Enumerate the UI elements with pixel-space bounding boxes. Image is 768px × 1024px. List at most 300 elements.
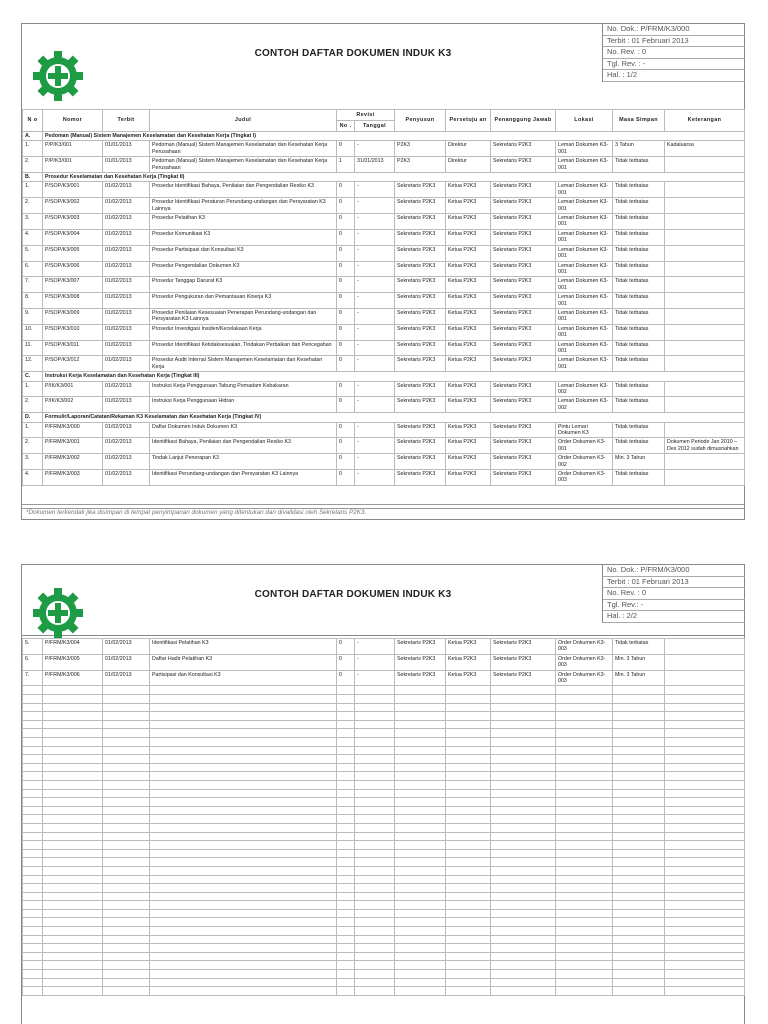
cell-lokasi: Lemari Dokumen K3-002 [556,397,613,413]
empty-cell [665,832,745,841]
cell-persetujuan: Ketua P2K3 [446,454,491,470]
empty-cell [665,901,745,910]
empty-cell [103,892,150,901]
empty-cell [43,952,103,961]
empty-cell [150,772,337,781]
empty-cell [103,815,150,824]
cell-nomor: P/FRM/K3/002 [43,454,103,470]
empty-cell [491,763,556,772]
empty-cell [150,952,337,961]
table-row [23,245,745,261]
cell-tanggal: - [355,438,395,454]
empty-cell [23,901,43,910]
cell-nomor: P/FRM/K3/005 [43,654,103,670]
empty-cell [556,763,613,772]
empty-row [23,884,745,893]
empty-cell [337,806,355,815]
cell-nomor: P/P/K3/001 [43,157,103,173]
cell-penyusun: Sekretaris P2K3 [395,245,446,261]
empty-row [23,798,745,807]
empty-cell [23,789,43,798]
empty-cell [355,832,395,841]
document-title: CONTOH DAFTAR DOKUMEN INDUK K3 [254,48,452,59]
empty-cell [337,729,355,738]
empty-row [23,695,745,704]
empty-cell [103,978,150,987]
col-header-revisi: Revisi [337,110,395,121]
cell-persetujuan: Ketua P2K3 [446,229,491,245]
cell-rev-no: 0 [337,356,355,372]
section-letter: B. [23,173,43,182]
cell-judul: Partisipasi dan Konsultasi K3 [150,670,337,686]
cell-masa-simpan: Tidak terbatas [613,198,665,214]
empty-cell [150,875,337,884]
empty-row [23,901,745,910]
empty-cell [395,987,446,996]
empty-cell [23,978,43,987]
cell-lokasi: Lemari Dokumen K3-001 [556,293,613,309]
empty-cell [355,987,395,996]
empty-cell [103,798,150,807]
cell-lokasi: Lemari Dokumen K3-001 [556,324,613,340]
col-header-terbit: Terbit [103,110,150,132]
empty-cell [556,789,613,798]
cell-tanggal: - [355,293,395,309]
empty-cell [491,720,556,729]
empty-cell [43,780,103,789]
empty-cell [556,695,613,704]
empty-cell [613,720,665,729]
cell-tanggal: - [355,654,395,670]
section-title: Prosedur Keselamatan dan Kesehatan Kerja (Tingkat II) [43,173,745,182]
empty-cell [446,712,491,721]
empty-cell [665,987,745,996]
cell-terbit: 01/02/2013 [103,639,150,655]
empty-cell [491,858,556,867]
cell-no: 1. [23,141,43,157]
cell-judul: Prosedur Penilaian Kesesuaian Penerapan Perundang-undangan dan Persyaratan K3 Lainnya [150,308,337,324]
cell-rev-no: 1 [337,157,355,173]
empty-cell [491,772,556,781]
empty-cell [23,918,43,927]
empty-cell [43,978,103,987]
section-row [23,173,745,182]
empty-cell [103,987,150,996]
page-header [22,565,744,636]
col-header-nomor: Nomor [43,110,103,132]
cell-lokasi: Lemari Dokumen K3-001 [556,214,613,230]
empty-cell [446,944,491,953]
empty-cell [43,712,103,721]
cell-judul: Prosedur Audit Internal Sistem Manajemen Keselamatan dan Kesehatan Kerja [150,356,337,372]
cell-keterangan [665,157,745,173]
empty-cell [23,987,43,996]
empty-cell [150,720,337,729]
cell-masa-simpan: Min. 3 Tahun [613,454,665,470]
cell-keterangan [665,670,745,686]
empty-cell [150,823,337,832]
empty-cell [446,823,491,832]
empty-cell [337,772,355,781]
cell-masa-simpan: Min. 3 Tahun [613,670,665,686]
cell-masa-simpan: Tidak terbatas [613,397,665,413]
empty-cell [395,875,446,884]
empty-cell [613,918,665,927]
cell-penyusun: Sekretaris P2K3 [395,356,446,372]
cell-nomor: P/SOP/K3/009 [43,308,103,324]
cell-rev-no: 0 [337,198,355,214]
cell-no: 2. [23,198,43,214]
table-row [23,141,745,157]
empty-cell [337,978,355,987]
empty-cell [23,832,43,841]
cell-persetujuan: Ketua P2K3 [446,261,491,277]
empty-cell [556,738,613,747]
empty-cell [556,875,613,884]
cell-penyusun: Sekretaris P2K3 [395,198,446,214]
empty-cell [446,866,491,875]
table-row [23,308,745,324]
table-row [23,454,745,470]
empty-cell [665,970,745,979]
empty-cell [43,763,103,772]
cell-rev-no: 0 [337,381,355,397]
empty-cell [395,763,446,772]
cell-tanggal: - [355,277,395,293]
empty-cell [556,772,613,781]
table-row [23,182,745,198]
empty-row [23,755,745,764]
cell-no: 8. [23,293,43,309]
cell-no: 7. [23,277,43,293]
empty-cell [446,841,491,850]
cell-judul: Pedoman (Manual) Sistem Manajemen Keselamatan dan Kesehatan Kerja Perusahaan [150,157,337,173]
empty-cell [103,944,150,953]
empty-cell [150,695,337,704]
cell-penyusun: Sekretaris P2K3 [395,340,446,356]
empty-cell [556,746,613,755]
empty-cell [395,841,446,850]
empty-row [23,892,745,901]
empty-cell [355,884,395,893]
empty-cell [556,755,613,764]
empty-cell [150,703,337,712]
empty-cell [395,712,446,721]
empty-cell [556,970,613,979]
section-row [23,132,745,141]
empty-cell [355,763,395,772]
table-row [23,157,745,173]
cell-rev-no: 0 [337,422,355,438]
cell-terbit: 01/02/2013 [103,261,150,277]
cell-penanggung-jawab: Sekretaris P2K3 [491,340,556,356]
empty-cell [43,832,103,841]
empty-cell [556,901,613,910]
empty-cell [491,978,556,987]
empty-cell [355,961,395,970]
empty-cell [103,712,150,721]
empty-cell [446,858,491,867]
empty-cell [150,686,337,695]
empty-cell [337,703,355,712]
cell-tanggal: - [355,639,395,655]
document-page-2 [21,564,745,1024]
cell-nomor: P/IK/K3/001 [43,381,103,397]
empty-cell [556,798,613,807]
empty-cell [446,961,491,970]
empty-cell [446,875,491,884]
empty-cell [613,927,665,936]
cell-rev-no: 0 [337,293,355,309]
empty-cell [446,970,491,979]
cell-masa-simpan: Tidak terbatas [613,340,665,356]
cell-persetujuan: Ketua P2K3 [446,422,491,438]
empty-cell [395,806,446,815]
empty-row [23,686,745,695]
empty-cell [491,849,556,858]
empty-cell [150,927,337,936]
empty-cell [556,832,613,841]
empty-cell [103,884,150,893]
empty-cell [23,772,43,781]
empty-cell [395,815,446,824]
empty-cell [103,772,150,781]
empty-cell [613,789,665,798]
empty-cell [665,866,745,875]
empty-row [23,841,745,850]
empty-cell [613,703,665,712]
cell-penanggung-jawab: Sekretaris P2K3 [491,422,556,438]
empty-cell [103,738,150,747]
empty-cell [395,720,446,729]
empty-cell [613,729,665,738]
empty-cell [43,849,103,858]
empty-cell [43,892,103,901]
gear-cross-k3-logo-icon [30,585,86,641]
empty-cell [556,815,613,824]
cell-nomor: P/FRM/K3/000 [43,422,103,438]
empty-cell [103,918,150,927]
empty-cell [395,901,446,910]
section-letter: C. [23,372,43,381]
cell-keterangan [665,293,745,309]
cell-masa-simpan: Tidak terbatas [613,470,665,486]
empty-cell [103,832,150,841]
empty-cell [446,703,491,712]
empty-cell [395,935,446,944]
empty-cell [150,763,337,772]
empty-cell [103,841,150,850]
cell-rev-no: 0 [337,308,355,324]
cell-persetujuan: Ketua P2K3 [446,214,491,230]
section-row [23,372,745,381]
empty-cell [665,720,745,729]
empty-cell [665,961,745,970]
cell-lokasi: Lemari Dokumen K3-002 [556,381,613,397]
empty-cell [337,755,355,764]
cell-penyusun: Sekretaris P2K3 [395,308,446,324]
empty-cell [43,918,103,927]
empty-cell [355,695,395,704]
empty-cell [43,755,103,764]
empty-cell [103,849,150,858]
empty-cell [665,841,745,850]
cell-penanggung-jawab: Sekretaris P2K3 [491,381,556,397]
table-row [23,277,745,293]
empty-cell [665,763,745,772]
cell-terbit: 01/02/2013 [103,340,150,356]
cell-masa-simpan: Tidak terbatas [613,639,665,655]
cell-penanggung-jawab: Sekretaris P2K3 [491,324,556,340]
cell-masa-simpan: Tidak terbatas [613,324,665,340]
cell-judul: Identifikasi Perundang-undangan dan Persyaratan K3 Lainnya [150,470,337,486]
empty-cell [355,729,395,738]
empty-cell [613,806,665,815]
empty-cell [355,918,395,927]
cell-rev-no: 0 [337,141,355,157]
empty-cell [613,892,665,901]
cell-penyusun: Sekretaris P2K3 [395,422,446,438]
empty-row [23,875,745,884]
empty-row [23,703,745,712]
empty-cell [446,746,491,755]
empty-cell [665,798,745,807]
empty-cell [446,892,491,901]
cell-judul: Daftar Dokumen Induk Dokumen K3 [150,422,337,438]
empty-cell [150,738,337,747]
cell-keterangan [665,214,745,230]
table-row [23,261,745,277]
empty-cell [23,970,43,979]
cell-no: 11. [23,340,43,356]
table-row [23,470,745,486]
empty-row [23,961,745,970]
empty-cell [103,695,150,704]
meta-revision-date: Tgl. Rev. : - [603,59,745,71]
cell-no: 2. [23,157,43,173]
empty-cell [491,789,556,798]
cell-keterangan: Dokumen Periode Jan 2010 – Des 2012 sudah dimusnahkan [665,438,745,454]
empty-cell [355,901,395,910]
cell-tanggal: - [355,229,395,245]
cell-masa-simpan: Tidak terbatas [613,229,665,245]
empty-cell [103,858,150,867]
empty-cell [103,952,150,961]
empty-row [23,987,745,996]
empty-cell [43,798,103,807]
empty-cell [103,823,150,832]
empty-cell [446,798,491,807]
empty-cell [556,987,613,996]
cell-penyusun: Sekretaris P2K3 [395,470,446,486]
empty-cell [613,686,665,695]
cell-penanggung-jawab: Sekretaris P2K3 [491,182,556,198]
empty-cell [23,849,43,858]
empty-cell [491,987,556,996]
empty-cell [150,884,337,893]
empty-cell [665,703,745,712]
empty-cell [395,927,446,936]
empty-cell [150,798,337,807]
empty-row [23,763,745,772]
empty-cell [150,780,337,789]
empty-cell [395,884,446,893]
empty-row [23,772,745,781]
empty-cell [103,789,150,798]
cell-keterangan [665,470,745,486]
empty-cell [613,884,665,893]
cell-judul: Prosedur Tanggap Darurat K3 [150,277,337,293]
cell-judul: Daftar Hadir Pelatihan K3 [150,654,337,670]
empty-cell [337,763,355,772]
empty-cell [23,712,43,721]
empty-row [23,952,745,961]
cell-penanggung-jawab: Sekretaris P2K3 [491,261,556,277]
cell-keterangan [665,198,745,214]
empty-cell [150,789,337,798]
cell-penyusun: Sekretaris P2K3 [395,639,446,655]
cell-masa-simpan: 3 Tahun [613,141,665,157]
empty-cell [665,978,745,987]
empty-cell [103,875,150,884]
empty-cell [43,858,103,867]
empty-cell [395,832,446,841]
empty-cell [556,918,613,927]
empty-cell [103,686,150,695]
empty-cell [43,935,103,944]
empty-row [23,918,745,927]
empty-cell [446,927,491,936]
empty-cell [337,720,355,729]
table-row [23,214,745,230]
cell-persetujuan: Ketua P2K3 [446,397,491,413]
empty-cell [491,944,556,953]
table-row [23,324,745,340]
empty-cell [491,875,556,884]
empty-cell [665,712,745,721]
empty-cell [491,884,556,893]
cell-masa-simpan: Tidak terbatas [613,308,665,324]
cell-penanggung-jawab: Sekretaris P2K3 [491,198,556,214]
cell-tanggal: - [355,324,395,340]
empty-cell [395,970,446,979]
empty-cell [395,952,446,961]
empty-cell [613,823,665,832]
empty-row [23,712,745,721]
cell-tanggal: - [355,422,395,438]
empty-cell [665,909,745,918]
empty-cell [665,729,745,738]
empty-cell [103,720,150,729]
empty-cell [43,961,103,970]
empty-cell [23,875,43,884]
empty-cell [150,909,337,918]
empty-cell [613,763,665,772]
empty-cell [103,909,150,918]
empty-cell [613,978,665,987]
empty-cell [150,892,337,901]
empty-cell [337,909,355,918]
cell-nomor: P/FRM/K3/006 [43,670,103,686]
cell-lokasi: Lemari Dokumen K3-001 [556,340,613,356]
empty-cell [355,849,395,858]
cell-tanggal: - [355,340,395,356]
empty-cell [43,703,103,712]
cell-judul: Prosedur Partisipasi dan Konsultasi K3 [150,245,337,261]
cell-no: 7. [23,670,43,686]
cell-judul: Prosedur Pengendalian Dokumen K3 [150,261,337,277]
empty-row [23,944,745,953]
